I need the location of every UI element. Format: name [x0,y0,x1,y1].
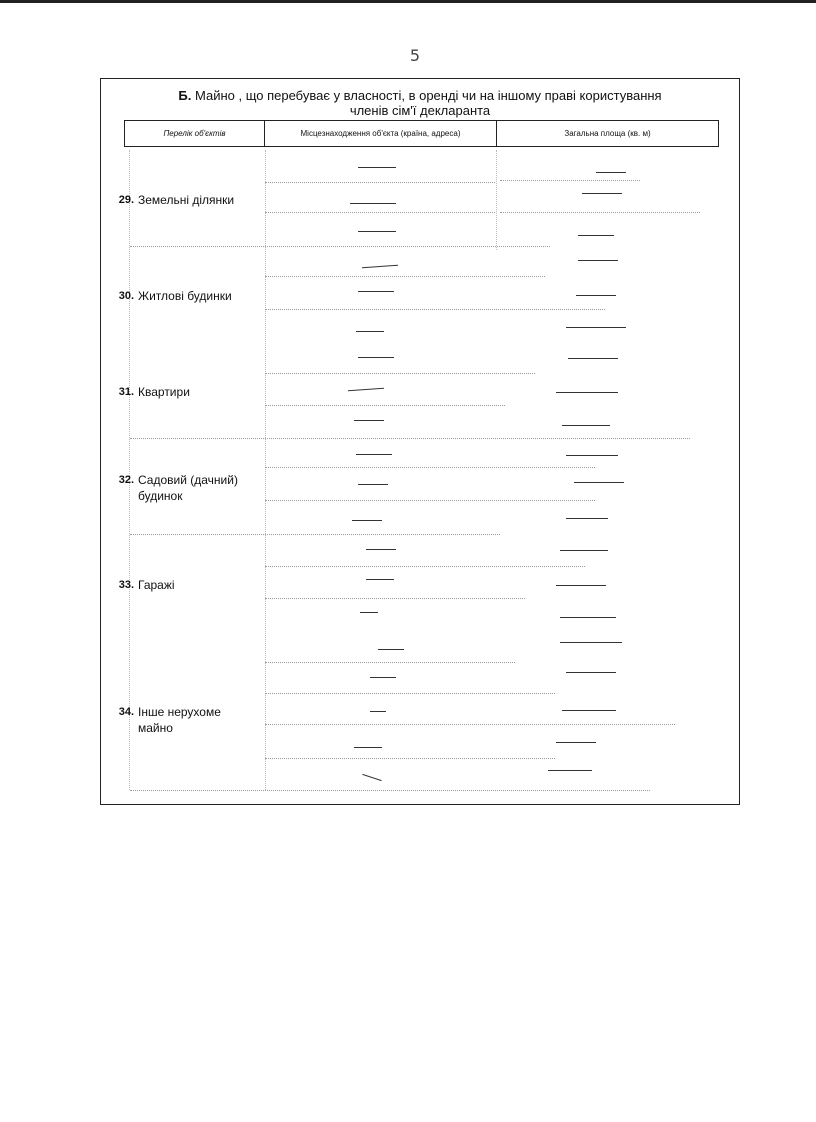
grid-line [265,373,535,374]
empty-entry-dash [548,770,592,771]
empty-entry-dash [366,579,394,580]
empty-entry-dash [566,455,618,456]
row-garden-house [104,472,254,504]
empty-entry-dash [578,235,614,236]
header-location: Місцезнаходження об'єкта (країна, адреса) [265,121,497,146]
grid-line [265,724,675,725]
section-title-line2: членів сім'ї декларанта [349,103,491,118]
empty-entry-dash [576,295,616,296]
grid-line [265,212,495,213]
grid-line [265,276,545,277]
table-header [124,120,719,147]
empty-entry-dash [568,358,618,359]
empty-entry-dash [596,172,626,173]
row-number: 33. [118,579,134,591]
grid-line [265,309,605,310]
grid-line [265,598,525,599]
empty-entry-dash [560,642,622,643]
row-apartments [104,384,254,400]
row-label: Земельні ділянки [138,193,235,207]
empty-entry-dash [350,203,396,204]
row-garages [104,577,254,593]
grid-line [130,790,650,791]
grid-line [265,182,495,183]
empty-entry-dash [354,420,384,421]
empty-entry-dash [358,231,396,232]
empty-entry-dash [560,550,608,551]
empty-entry-dash [562,710,616,711]
empty-entry-dash [378,649,404,650]
row-number: 32. [118,474,134,486]
empty-entry-dash [356,454,392,455]
grid-line [500,212,700,213]
row-label: Квартири [138,385,190,399]
empty-entry-dash [358,357,394,358]
row-other-real-estate [104,704,254,736]
grid-line [265,662,515,663]
empty-entry-dash [358,484,388,485]
empty-entry-dash [360,612,378,613]
grid-line [130,438,690,439]
grid-line [130,246,550,247]
empty-entry-dash [358,167,396,168]
row-number: 34. [118,706,134,718]
header-area: Загальна площа (кв. м) [564,129,651,138]
empty-entry-dash [556,392,618,393]
declaration-section-frame [100,78,740,805]
grid-line [130,534,500,535]
empty-entry-dash [358,291,394,292]
empty-entry-dash [566,672,616,673]
row-land-plots [104,192,254,208]
empty-entry-dash [354,747,382,748]
grid-line [265,500,595,501]
grid-line [265,405,505,406]
grid-line [265,758,555,759]
row-label: Інше нерухоме майно [138,705,221,735]
empty-entry-dash [556,585,606,586]
row-label: Садовий (дачний) будинок [138,473,238,503]
grid-line [265,467,595,468]
section-title [150,88,690,118]
empty-entry-dash [370,711,386,712]
row-label: Гаражі [138,578,175,592]
empty-entry-dash [578,260,618,261]
section-letter: Б. [178,88,192,103]
row-number: 29. [118,194,134,206]
empty-entry-dash [562,425,610,426]
empty-entry-dash [556,742,596,743]
grid-line [265,693,555,694]
page-number: 5 [409,46,421,65]
empty-entry-dash [560,617,616,618]
empty-entry-dash [352,520,382,521]
grid-line [500,180,640,181]
section-title-line1: Майно , що перебуває у власності, в оренді чи на іншому праві користування [194,88,662,103]
column-divider-right [496,150,497,250]
row-label: Житлові будинки [138,289,232,303]
empty-entry-dash [566,327,626,328]
row-number: 30. [118,290,134,302]
empty-entry-dash [366,549,396,550]
grid-line [265,566,585,567]
empty-entry-dash [566,518,608,519]
header-objects-list: Перелік об'єктів [125,121,265,146]
empty-entry-dash [582,193,622,194]
page-top-rule [0,0,816,3]
row-number: 31. [118,386,134,398]
row-residential-houses [104,288,254,304]
empty-entry-dash [370,677,396,678]
empty-entry-dash [356,331,384,332]
empty-entry-dash [574,482,624,483]
